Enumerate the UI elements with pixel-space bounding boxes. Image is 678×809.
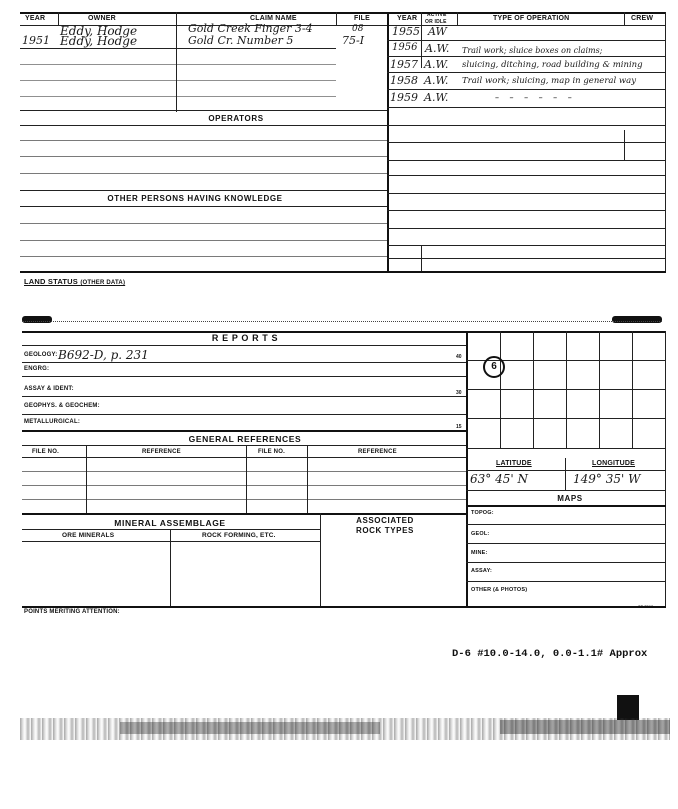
owner-row2-claim: Gold Cr. Number 5 [188, 34, 294, 47]
activity-row2-operation: Trail work; sluice boxes on claims; [462, 46, 603, 55]
right-line-bottom [387, 271, 666, 273]
divider-claim [336, 12, 337, 25]
col-crew-label: CREW [631, 15, 654, 22]
other-persons-heading: OTHER PERSONS HAVING KNOWLEDGE [107, 194, 283, 203]
right-line-13 [387, 245, 665, 246]
map-grid-h2 [466, 389, 666, 390]
owner-row-line-1 [20, 48, 336, 49]
land-status-text: LAND STATUS [24, 277, 79, 286]
col-year2-label: YEAR [397, 15, 418, 22]
ref-bottom-line [22, 513, 466, 515]
activity-row4-status: A.W. [424, 74, 449, 87]
map-circle-number: 6 [491, 361, 497, 372]
rock-forming-label: ROCK FORMING, ETC. [202, 532, 276, 539]
reports-right-divider [466, 331, 468, 606]
other-persons-line-2 [20, 240, 387, 241]
activity-row2-status: A.W. [425, 42, 450, 55]
mineral-assemblage-heading: MINERAL ASSEMBLAGE [114, 518, 226, 528]
general-ref-line-top [22, 445, 466, 446]
other-persons-line-bottom [20, 271, 387, 273]
owner-row-line-2 [20, 64, 336, 65]
latitude-label: LATITUDE [496, 460, 532, 467]
land-status-sub: (OTHER DATA) [80, 280, 126, 286]
maps-line-3 [466, 562, 666, 563]
right-border-lower [665, 331, 666, 606]
col-claim-name-label: CLAIM NAME [250, 15, 297, 22]
top-border [20, 12, 666, 14]
engrg-label: ENGRG: [24, 366, 50, 372]
margin-number-15: 15 [456, 424, 462, 430]
geol-label: GEOL: [471, 531, 490, 537]
assay-label: ASSAY: [471, 568, 493, 574]
other-photos-label: OTHER (& PHOTOS) [471, 587, 528, 593]
reports-row-line-5 [22, 430, 466, 432]
lower-section-bottom [22, 606, 666, 608]
ref-row-line-3 [22, 499, 466, 500]
map-location-circle [483, 356, 505, 378]
general-ref-header-line [22, 457, 466, 458]
latlong-bottom-line [466, 490, 666, 491]
divider-active [457, 12, 458, 25]
owner-row1-file: 08 [352, 24, 364, 34]
right-line-10 [387, 193, 665, 194]
right-line-11 [387, 210, 665, 211]
operators-line-4 [20, 190, 387, 191]
general-references-heading: GENERAL REFERENCES [188, 434, 302, 444]
col-file-label: FILE [354, 15, 370, 22]
land-status-label [24, 277, 125, 286]
associated-heading: ASSOCIATED [356, 516, 414, 525]
activity-line-3 [387, 72, 665, 73]
maps-heading-line [466, 505, 666, 507]
col-active-label: ACTIVE [427, 12, 447, 18]
right-line-9 [387, 175, 665, 176]
mine-label: MINE: [471, 550, 488, 556]
divider-crew-lower [624, 130, 625, 160]
col-idle-label: OR IDLE [425, 19, 447, 25]
ore-minerals-label: ORE MINERALS [62, 532, 115, 539]
operators-line-2 [20, 156, 387, 157]
activity-line-5 [387, 107, 665, 108]
maps-line-1 [466, 524, 666, 525]
maps-line-4 [466, 581, 666, 582]
scan-noise-band-2 [120, 722, 380, 734]
operators-line-top [20, 125, 387, 126]
other-persons-line-1 [20, 223, 387, 224]
geology-label: GEOLOGY: [24, 352, 58, 358]
points-meriting-label: POINTS MERITING ATTENTION: [24, 609, 120, 615]
activity-row5-year: 1959 [390, 91, 418, 104]
ref-row-line-2 [22, 485, 466, 486]
rock-types-heading: ROCK TYPES [355, 526, 414, 535]
other-persons-line-top [20, 206, 387, 207]
metallurgical-label: METALLURGICAL: [24, 419, 81, 425]
owner-row1-claim: Gold Creek Finger 3-4 [188, 22, 313, 35]
ref-col-2 [246, 445, 247, 513]
margin-number-30: 30 [456, 390, 462, 396]
geology-value: B692-D, p. 231 [58, 348, 149, 362]
scan-black-square [617, 695, 639, 720]
owner-row-line-4 [20, 96, 336, 97]
ref-reference-1: REFERENCE [142, 449, 181, 455]
coordinates-note: D-6 #10.0-14.0, 0.0-1.1# Approx [452, 648, 648, 660]
activity-row3-operation: sluicing, ditching, road building & mining [462, 60, 643, 70]
maps-heading: MAPS [557, 494, 583, 503]
col-year-label: YEAR [25, 15, 46, 22]
longitude-value: 149° 35' W [573, 472, 641, 486]
latlong-label-line [466, 470, 666, 471]
activity-line-2 [387, 56, 665, 57]
margin-number-40: 40 [456, 354, 462, 360]
ref-file-no-1: FILE NO. [32, 449, 59, 455]
mineral-subheading-line [22, 541, 320, 542]
reports-heading-line [22, 345, 467, 346]
right-line-12 [387, 228, 665, 229]
other-persons-line-3 [20, 256, 387, 257]
reports-top-border [22, 331, 665, 333]
scan-noise-band-3 [500, 720, 670, 734]
latitude-value: 63° 45' N [470, 472, 528, 486]
owner-row-line-3 [20, 80, 336, 81]
ref-col-1 [86, 445, 87, 513]
form-number: SP 7219 [638, 604, 654, 609]
maps-line-2 [466, 543, 666, 544]
longitude-label: LONGITUDE [592, 460, 636, 467]
right-line-7 [387, 142, 665, 143]
activity-row1-status: AW [428, 25, 447, 38]
right-line-6 [387, 125, 665, 126]
divider-crew [624, 12, 625, 25]
activity-row1-year: 1955 [392, 25, 420, 38]
col-type-operation-label: TYPE OF OPERATION [493, 15, 570, 22]
latlong-divider [565, 458, 566, 490]
reports-row-line-1 [22, 362, 466, 363]
associated-divider [320, 513, 321, 606]
geophys-label: GEOPHYS. & GEOCHEM: [24, 403, 100, 409]
right-line-8 [387, 160, 665, 161]
reports-row-line-3 [22, 396, 466, 397]
activity-line-4 [387, 89, 665, 90]
owner-row-line-5 [20, 110, 387, 111]
right-line-14 [387, 258, 665, 259]
operators-line-1 [20, 140, 387, 141]
reports-row-line-2 [22, 376, 466, 377]
activity-line-1 [387, 40, 665, 41]
activity-row2-year: 1956 [392, 42, 418, 53]
activity-row3-status: A.W. [424, 58, 449, 71]
assay-ident-label: ASSAY & IDENT: [24, 386, 74, 392]
activity-row3-year: 1957 [390, 58, 418, 71]
map-grid-h4 [466, 448, 666, 449]
divider-owner [176, 12, 177, 112]
mineral-heading-line [22, 529, 320, 530]
activity-row5-status: A.W. [424, 91, 449, 104]
operators-line-3 [20, 173, 387, 174]
ref-reference-2: REFERENCE [358, 449, 397, 455]
operators-heading: OPERATORS [208, 114, 264, 123]
reports-row-line-4 [22, 414, 466, 415]
owner-row2-file: 75-I [342, 34, 365, 47]
ref-col-3 [307, 445, 308, 513]
land-status-divider [22, 321, 662, 322]
ore-rock-divider [170, 529, 171, 606]
activity-row4-operation: Trail work; sluicing, map in general way [462, 76, 637, 86]
right-border [665, 12, 666, 272]
map-grid-h3 [466, 418, 666, 419]
owner-row2-year: 1951 [22, 34, 50, 47]
ref-row-line-1 [22, 471, 466, 472]
owner-row2-owner: Eddy, Hodge [60, 34, 138, 48]
col-owner-label: OWNER [88, 15, 116, 22]
divider-year [58, 12, 59, 25]
activity-row4-year: 1958 [390, 74, 418, 87]
topog-label: TOPOG: [471, 510, 494, 516]
ref-file-no-2: FILE NO. [258, 449, 285, 455]
owner-row1-owner: Eddy, Hodge [60, 24, 138, 38]
reports-heading: R E P O R T S [211, 333, 279, 343]
activity-row5-operation: – – – – – – [495, 93, 576, 102]
